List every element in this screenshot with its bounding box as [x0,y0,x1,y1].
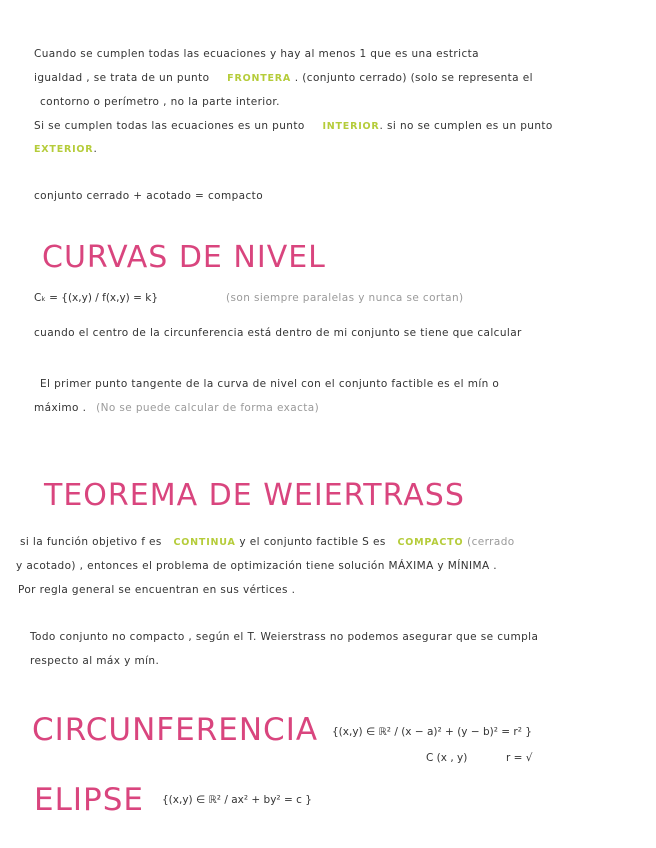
intro-line-3: contorno o perímetro , no la parte interior. [40,96,280,108]
circunferencia-radius: r = √ [506,752,533,764]
intro-line-5-post: . [93,143,98,155]
curvas-heading: CURVAS DE NIVEL [42,240,326,275]
intro-line-2-pre: igualdad , se trata de un punto [34,72,210,84]
intro-line-2-post: . (conjunto cerrado) (solo se representa el [294,72,533,84]
elipse-heading: ELIPSE [34,782,144,818]
curvas-line-3-note: (No se puede calcular de forma exacta) [96,402,320,414]
teorema-heading: TEOREMA DE WEIERTRASS [44,478,465,513]
intro-line-4-post: . si no se cumplen es un punto [379,120,553,132]
teorema-line-5: respecto al máx y mín. [30,655,160,667]
compact-note: conjunto cerrado + acotado = compacto [34,190,264,202]
teorema-line-4: Todo conjunto no compacto , según el T. Weierstrass no podemos asegurar que se cumpla [30,631,539,643]
elipse-formula: {(x,y) ∈ ℝ² / ax² + by² = c } [162,794,312,806]
interior-term: INTERIOR [322,121,380,132]
intro-line-1: Cuando se cumplen todas las ecuaciones y hay al menos 1 que es una estricta [34,48,479,60]
intro-line-4 [34,120,553,132]
curvas-line-3-pre: máximo . [34,402,87,414]
compacto-term: COMPACTO [397,537,464,548]
teorema-line-1-pre: si la función objetivo f es [20,536,162,548]
teorema-line-2: y acotado) , entonces el problema de optimización tiene solución MÁXIMA y MÍNIMA . [16,560,498,572]
circunferencia-heading: CIRCUNFERENCIA [32,712,319,748]
frontera-term: FRONTERA [227,73,292,84]
exterior-term: EXTERIOR [34,144,94,155]
teorema-line-1-mid: y el conjunto factible S es [239,536,386,548]
teorema-line-3: Por regla general se encuentran en sus vértices . [18,584,296,596]
circunferencia-center: C (x , y) [426,752,468,764]
intro-line-2 [34,72,533,84]
curvas-line-3 [34,402,319,414]
curvas-formula-note: (son siempre paralelas y nunca se cortan) [226,292,464,304]
intro-line-4-pre: Si se cumplen todas las ecuaciones es un punto [34,120,305,132]
circunferencia-formula: {(x,y) ∈ ℝ² / (x − a)² + (y − b)² = r² } [332,726,532,738]
curvas-formula: Cₖ = {(x,y) / f(x,y) = k} [34,292,159,304]
curvas-line-1: cuando el centro de la circunferencia está dentro de mi conjunto se tiene que calcular [34,327,522,339]
teorema-line-1-post: (cerrado [467,536,515,548]
teorema-line-1 [20,536,515,548]
intro-line-5 [34,143,97,155]
curvas-line-2: El primer punto tangente de la curva de nivel con el conjunto factible es el mín o [40,378,500,390]
continua-term: CONTINUA [173,537,236,548]
